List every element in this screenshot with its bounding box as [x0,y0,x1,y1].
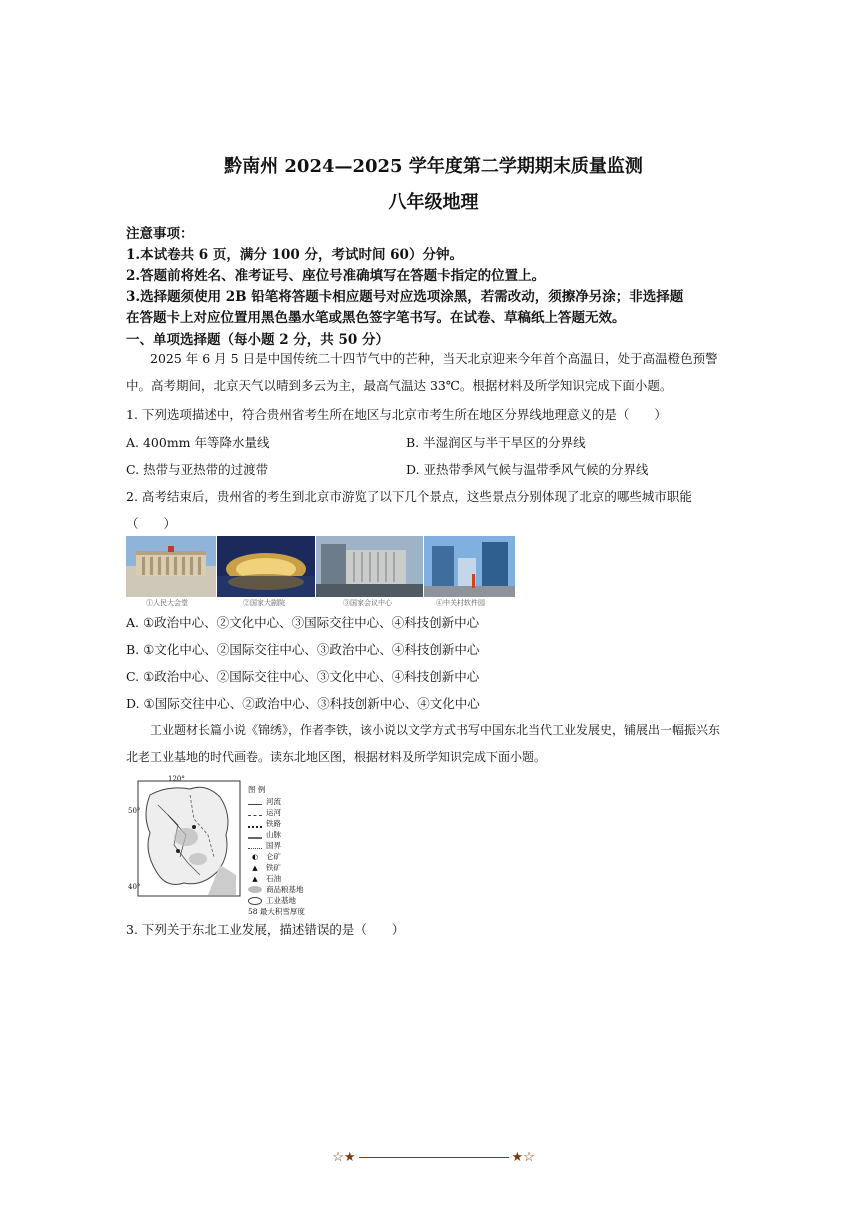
legend-mountain: 山脉 [266,830,281,839]
exam-subtitle: 八年级地理 [388,192,479,213]
northeast-map [128,775,243,900]
footer-decoration [0,1150,867,1165]
photo-caption-1: ①人民大会堂 [146,599,188,607]
question-2-paren: （ ） [126,516,177,531]
notice-item-1: 1.本试卷共 6 页，满分 100 分，考试时间 60）分钟。 [126,247,463,263]
legend-river: 河流 [266,797,281,806]
notice-item-4: 在答题卡上对应位置用黑色墨水笔或黑色签字笔书写。在试卷、草稿纸上答题无效。 [126,310,626,326]
photo-zhongguancun [424,536,515,597]
question-2-option-b: B. ①文化中心、②国际交往中心、③政治中心、④科技创新中心 [126,642,480,657]
material-1: 2025 年 6 月 5 日是中国传统二十四节气中的芒种，当天北京迎来今年首个高温日，处于高温橙色预警中。高考期间，北京天气以晴到多云为主，最高气温达 33℃。根据材料及所学知识完成下面小题。 [126,351,718,393]
legend-title: 图 例 [248,785,266,794]
legend-oil: 石油 [266,874,281,883]
photo-convention-center [316,536,423,597]
question-2-option-c: C. ①政治中心、②国际交往中心、③文化中心、④科技创新中心 [126,669,480,684]
photo-great-hall [126,536,216,597]
section-heading: 一、单项选择题（每小题 2 分，共 50 分） [126,332,389,348]
question-2-option-d: D. ①国际交往中心、②政治中心、③科技创新中心、④文化中心 [126,696,480,711]
notice-item-2: 2.答题前将姓名、准考证号、座位号准确填写在答题卡指定的位置上。 [126,268,546,284]
question-3-stem: 3. 下列关于东北工业发展，描述错误的是（ ） [126,922,405,937]
map-lat-50: 50° [128,807,141,815]
question-1-option-c: C. 热带与亚热带的过渡带 [126,462,269,477]
legend-border: 国界 [266,841,281,850]
map-lat-40: 40° [128,883,141,891]
question-1-option-b: B. 半湿润区与半干旱区的分界线 [406,435,586,450]
question-1-option-a: A. 400mm 年等降水量线 [126,435,270,450]
legend-snow-depth: 58 最大积雪厚度 [248,907,305,916]
exam-title: 黔南州 2024—2025 学年度第二学期期末质量监测 [224,156,643,177]
footer-line [359,1157,509,1159]
map-legend: 图 例 河流 运河 铁路 山脉 国界 ◐ 仑矿 ▲ 铁矿 ▲ 石油 商品粮基地 工业基地 58 最大积雪厚度 [248,784,328,917]
material-2: 工业题材长篇小说《锦绣》，作者李铁，该小说以文学方式书写中国东北当代工业发展史，铺展出一幅振兴东北老工业基地的时代画卷。读东北地区图，根据材料及所学知识完成下面小题。 [126,723,721,764]
question-1-option-d: D. 亚热带季风气候与温带季风气候的分界线 [406,462,649,477]
question-2-stem: 2. 高考结束后，贵州省的考生到北京市游览了以下几个景点，这些景点分别体现了北京的哪些城市职能 [126,489,692,504]
footer-stars-right: ★☆ [511,1150,535,1165]
legend-mine: 仑矿 [266,852,281,861]
question-2-option-a: A. ①政治中心、②文化中心、③国际交往中心、④科技创新中心 [126,615,480,630]
photo-grand-theatre [217,536,315,597]
map-lon-label: 120° [168,775,185,783]
photo-caption-3: ③国家会议中心 [343,599,392,607]
legend-canal: 运河 [266,808,281,817]
photo-caption-2: ②国家大剧院 [243,599,285,607]
footer-stars-left: ☆★ [332,1150,356,1165]
legend-iron: 铁矿 [266,863,281,872]
legend-industrial-base: 工业基地 [266,896,296,905]
notice-heading: 注意事项： [126,226,194,242]
legend-grain-base: 商品粮基地 [266,885,304,894]
photo-caption-4: ④中关村软件园 [436,599,485,607]
question-1-stem: 1. 下列选项描述中，符合贵州省考生所在地区与北京市考生所在地区分界线地理意义的是（ ） [126,407,667,422]
legend-railway: 铁路 [266,819,281,828]
notice-item-3: 3.选择题须使用 2B 铅笔将答题卡相应题号对应选项涂黑，若需改动，须擦净另涂；非选择题 [126,289,684,305]
